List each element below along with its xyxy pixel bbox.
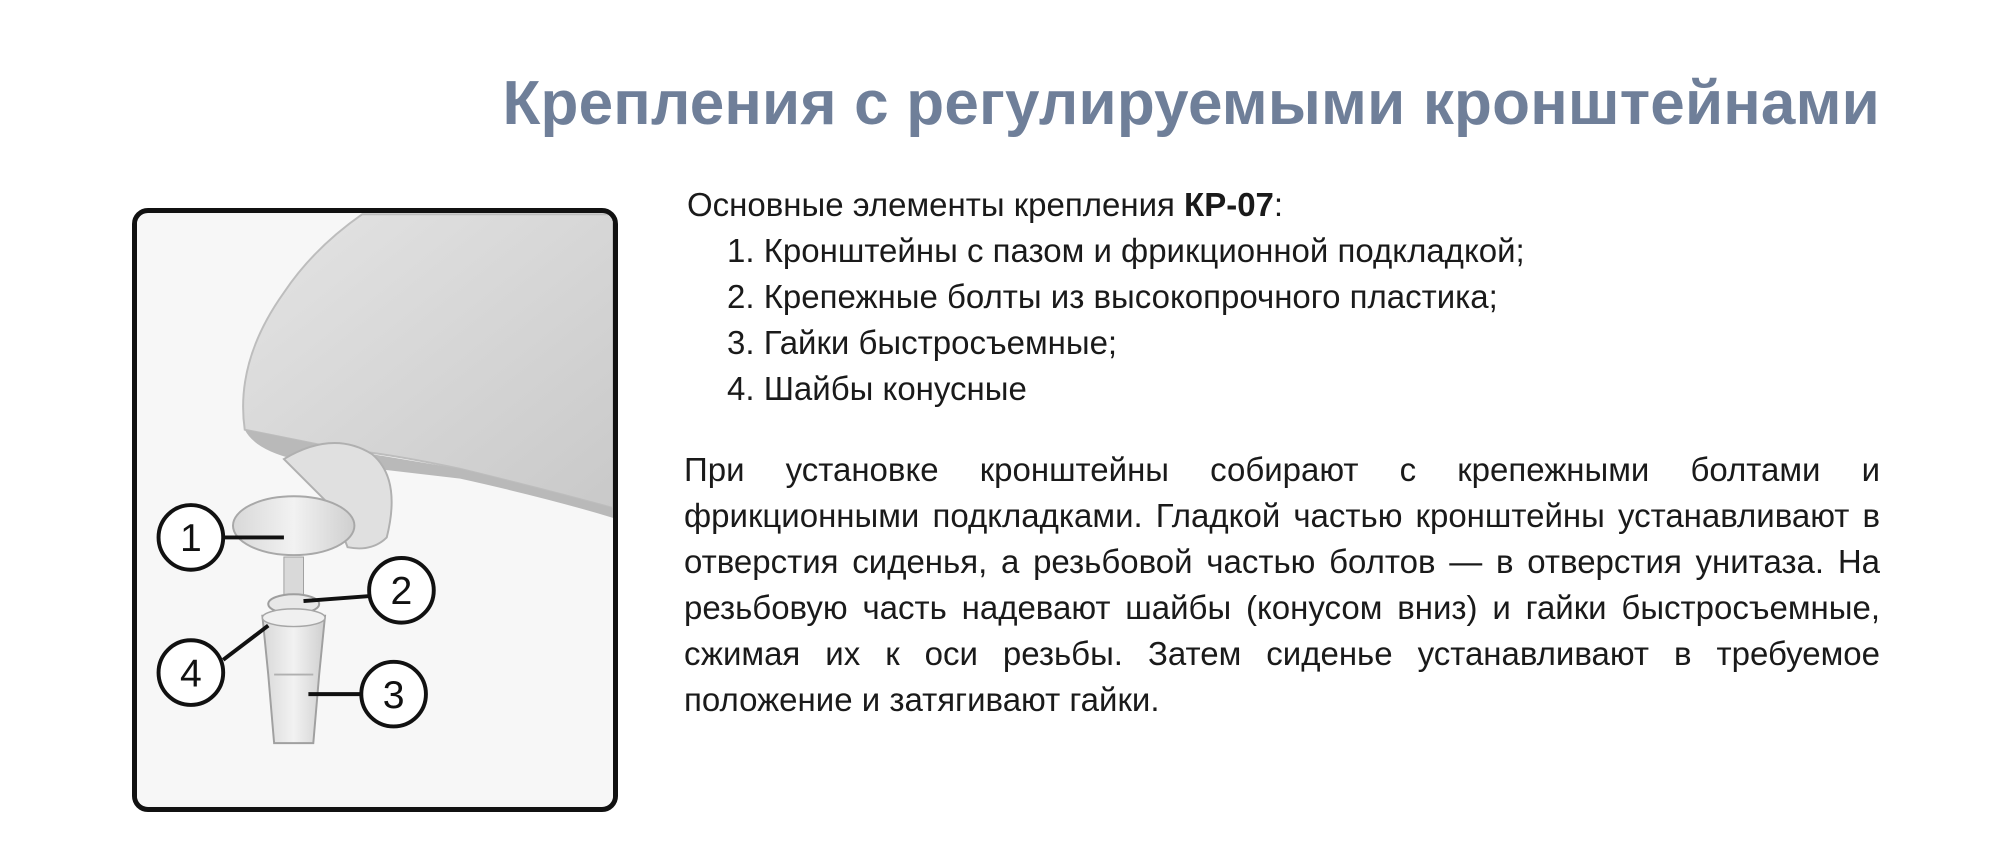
svg-text:2: 2 bbox=[390, 570, 413, 614]
svg-text:1: 1 bbox=[179, 517, 202, 561]
svg-text:4: 4 bbox=[179, 652, 202, 696]
intro-prefix: Основные элементы крепления bbox=[687, 186, 1185, 223]
components-list bbox=[727, 228, 1525, 412]
fastener-illustration bbox=[132, 208, 618, 812]
bracket-disc bbox=[233, 496, 354, 555]
list-item: 4. Шайбы конусные bbox=[727, 370, 1027, 407]
page-title: Крепления с регулируемыми кронштейнами bbox=[502, 69, 1880, 138]
installation-paragraph: При установке кронштейны собирают с крепежными болтами и фрикционными подкладками. Гладкой частью кронштейны устанавливают в отверстия сиденья, а резьбовой частью болтов — в отверстия унитаза. На резьбовую часть надевают шайбы (конусом вниз) и гайки быстросъемные, сжимая их к оси резьбы. Затем сиденье устанавливают в требуемое положение и затягивают гайки. bbox=[684, 451, 1880, 718]
intro-line bbox=[687, 186, 1283, 224]
nut-shape bbox=[262, 616, 325, 743]
fastener-drawing bbox=[137, 213, 613, 807]
list-item: 1. Кронштейны с пазом и фрикционной подкладкой; bbox=[727, 232, 1525, 269]
callout-2 bbox=[369, 558, 434, 623]
model-code: КР-07 bbox=[1184, 186, 1274, 223]
callout-4 bbox=[159, 640, 224, 705]
callout-1 bbox=[159, 505, 224, 570]
callout-3 bbox=[361, 662, 426, 727]
svg-text:3: 3 bbox=[382, 673, 405, 717]
list-item: 3. Гайки быстросъемные; bbox=[727, 324, 1118, 361]
intro-suffix: : bbox=[1273, 186, 1284, 223]
list-item: 2. Крепежные болты из высокопрочного пластика; bbox=[727, 278, 1498, 315]
